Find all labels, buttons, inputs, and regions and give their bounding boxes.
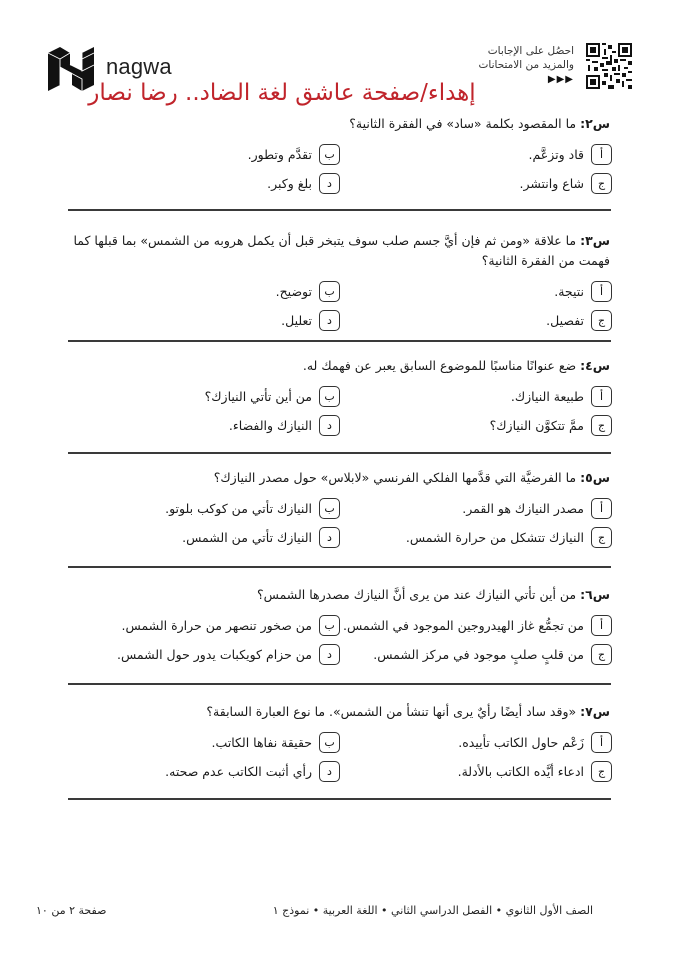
option-c[interactable]	[340, 172, 612, 194]
question-label: س٢:	[580, 116, 610, 131]
option-text: زَعْم حاول الكاتب تأييده.	[458, 734, 584, 750]
option-text: شاع وانتشر.	[519, 175, 584, 191]
option-b[interactable]	[68, 280, 340, 302]
option-d[interactable]	[68, 526, 340, 548]
option-c[interactable]	[340, 643, 612, 665]
promo-text	[479, 44, 574, 87]
option-b[interactable]	[68, 385, 340, 407]
question-label: س٦:	[580, 587, 610, 602]
question-text: ما المقصود بكلمة «ساد» في الفقرة الثانية؟	[349, 116, 581, 131]
option-key-box[interactable]: ج	[591, 644, 612, 665]
option-key-box[interactable]: د	[319, 644, 340, 665]
option-text: من أين تأتي النيازك؟	[204, 388, 312, 404]
question-text: «وقد ساد أيضًا رأيٌ يرى أنها تنشأ من الشمس». ما نوع العبارة السابقة؟	[206, 704, 581, 719]
option-d[interactable]	[68, 309, 340, 331]
option-text: ممَّ تتكوَّن النيازك؟	[489, 417, 584, 433]
options-grid	[68, 731, 612, 782]
options-grid	[68, 614, 612, 665]
option-text: النيازك والفضاء.	[228, 417, 312, 433]
option-text: النيازك تأتي من الشمس.	[182, 529, 312, 545]
question-5	[68, 468, 612, 548]
option-d[interactable]	[68, 414, 340, 436]
option-b[interactable]	[68, 614, 340, 636]
question-label: س٥:	[580, 470, 610, 485]
option-text: توضيح.	[275, 283, 312, 299]
option-key-box[interactable]: د	[319, 415, 340, 436]
question-text: من أين تأتي النيازك عند من يرى أنَّ النيازك مصدرها الشمس؟	[257, 587, 581, 602]
option-key-box[interactable]: أ	[591, 498, 612, 519]
question-text: ما الفرضيَّة التي قدَّمها الفلكي الفرنسي «لابلاس» حول مصدر النيازك؟	[213, 470, 581, 485]
question-prompt	[68, 702, 612, 722]
option-text: من قلبٍ صلبٍ موجود في مركز الشمس.	[373, 646, 584, 662]
option-text: طبيعة النيازك.	[510, 388, 584, 404]
option-text: من تجمُّع غاز الهيدروجين الموجود في الشمس.	[342, 617, 584, 633]
question-3	[68, 231, 612, 331]
option-a[interactable]	[340, 497, 612, 519]
option-d[interactable]	[68, 760, 340, 782]
promo-line-2: والمزيد من الامتحانات	[478, 59, 574, 71]
question-prompt	[68, 114, 612, 134]
footer-page-number: صفحة ٢ من ١٠	[36, 904, 107, 917]
option-text: تقدَّم وتطور.	[247, 146, 312, 162]
option-key-box[interactable]: أ	[591, 615, 612, 636]
option-a[interactable]	[340, 385, 612, 407]
option-c[interactable]	[340, 760, 612, 782]
question-2	[68, 114, 612, 194]
option-key-box[interactable]: أ	[591, 144, 612, 165]
option-c[interactable]	[340, 526, 612, 548]
option-key-box[interactable]: د	[319, 761, 340, 782]
question-7	[68, 702, 612, 782]
question-4	[68, 356, 612, 436]
option-key-box[interactable]: ب	[319, 498, 340, 519]
question-label: س٤:	[580, 358, 610, 373]
option-key-box[interactable]: ب	[319, 144, 340, 165]
option-key-box[interactable]: ج	[591, 173, 612, 194]
option-text: ادعاء أيَّده الكاتب بالأدلة.	[457, 763, 584, 779]
option-key-box[interactable]: ج	[591, 415, 612, 436]
option-text: قاد وتزعَّم.	[528, 146, 584, 162]
arrows-icon: ▶▶▶	[547, 74, 574, 85]
option-b[interactable]	[68, 143, 340, 165]
question-text: ضع عنوانًا مناسبًا للموضوع السابق يعبر عن فهمك له.	[302, 358, 581, 373]
logo-wordmark: nagwa	[106, 54, 172, 79]
option-text: مصدر النيازك هو القمر.	[462, 500, 584, 516]
options-grid	[68, 497, 612, 548]
section-divider	[68, 683, 611, 685]
option-text: رأي أثبت الكاتب عدم صحته.	[165, 763, 312, 779]
question-label: س٧:	[580, 704, 610, 719]
option-text: تعليل.	[281, 312, 312, 328]
option-text: نتيجة.	[554, 283, 584, 299]
option-key-box[interactable]: د	[319, 173, 340, 194]
section-divider	[68, 452, 611, 454]
option-text: النيازك تتشكل من حرارة الشمس.	[405, 529, 584, 545]
options-grid	[68, 280, 612, 331]
option-key-box[interactable]: أ	[591, 281, 612, 302]
question-label: س٣:	[580, 233, 610, 248]
footer-course-info: الصف الأول الثانوي • الفصل الدراسي الثاني • اللغة العربية • نموذج ١	[272, 904, 593, 917]
option-b[interactable]	[68, 497, 340, 519]
dedication-banner: إهداء/صفحة عاشق لغة الضاد.. رضا نصار	[88, 80, 476, 106]
section-divider	[68, 340, 611, 342]
option-key-box[interactable]: ج	[591, 527, 612, 548]
options-grid	[68, 143, 612, 194]
option-key-box[interactable]: ب	[319, 386, 340, 407]
section-divider	[68, 566, 611, 568]
option-text: بلغ وكبر.	[267, 175, 312, 191]
option-d[interactable]	[68, 172, 340, 194]
question-prompt	[68, 231, 612, 271]
question-prompt	[68, 356, 612, 376]
option-text: من حزام كويكبات يدور حول الشمس.	[116, 646, 312, 662]
option-c[interactable]	[340, 309, 612, 331]
option-key-box[interactable]: د	[319, 527, 340, 548]
option-key-box[interactable]: ج	[591, 310, 612, 331]
question-text: ما علاقة «ومن ثم فإن أيَّ جسم صلب سوف يتبخر قبل أن يكمل هروبه من الشمس» بما قبلها كما فهمت من الفقرة الثانية؟	[73, 233, 610, 268]
option-key-box[interactable]: د	[319, 310, 340, 331]
option-key-box[interactable]: أ	[591, 732, 612, 753]
option-key-box[interactable]: ب	[319, 732, 340, 753]
option-a[interactable]	[340, 280, 612, 302]
options-grid	[68, 385, 612, 436]
option-a[interactable]	[340, 614, 612, 636]
section-divider	[68, 209, 611, 211]
option-text: من صخور تنصهر من حرارة الشمس.	[121, 617, 312, 633]
qr-code-icon[interactable]	[586, 43, 632, 89]
option-text: النيازك تأتي من كوكب بلوتو.	[165, 500, 312, 516]
question-6	[68, 585, 612, 665]
question-prompt	[68, 468, 612, 488]
option-b[interactable]	[68, 731, 340, 753]
option-c[interactable]	[340, 414, 612, 436]
option-key-box[interactable]: ج	[591, 761, 612, 782]
option-key-box[interactable]: أ	[591, 386, 612, 407]
section-divider	[68, 798, 611, 800]
option-a[interactable]	[340, 143, 612, 165]
option-text: حقيقة نفاها الكاتب.	[211, 734, 312, 750]
option-a[interactable]	[340, 731, 612, 753]
question-prompt	[68, 585, 612, 605]
promo-line-1: احصُل على الإجابات	[487, 45, 574, 57]
option-text: تفصيل.	[546, 312, 584, 328]
option-key-box[interactable]: ب	[319, 615, 340, 636]
option-key-box[interactable]: ب	[319, 281, 340, 302]
option-d[interactable]	[68, 643, 340, 665]
